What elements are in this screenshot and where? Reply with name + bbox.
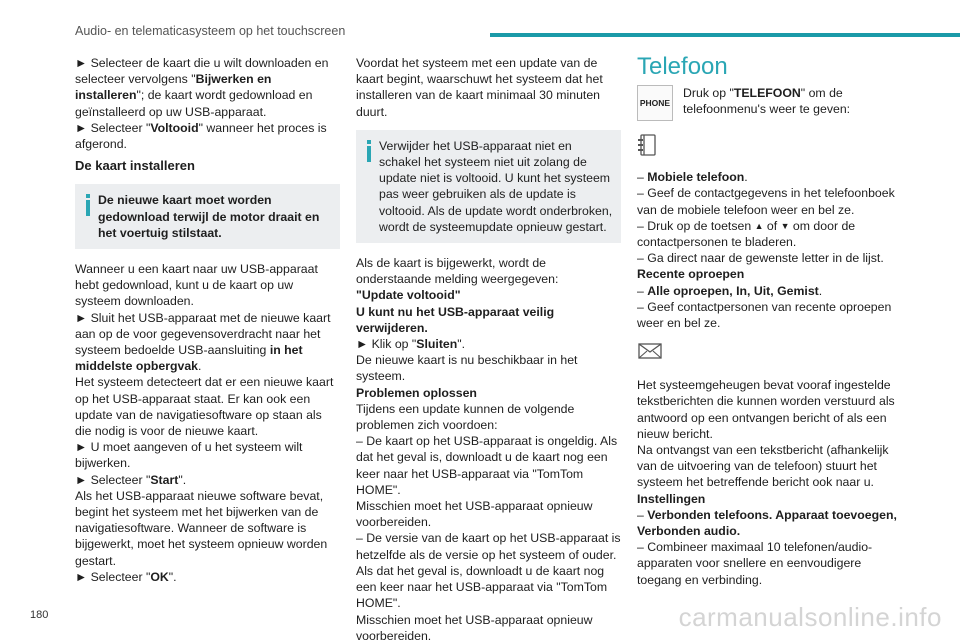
text-jump-letter: – Ga direct naar de gewenste letter in de lijst. [637, 251, 884, 266]
paragraph-map-updated: Als de kaart is bijgewerkt, wordt de onderstaande melding weergegeven: [356, 256, 559, 287]
text-pair-devices: – Combineer maximaal 10 telefonen/audio-apparaten voor snellere en eenvoudigere toegang en verbinding. [637, 540, 873, 587]
step-click-close: ► Klik op "Sluiten". [356, 337, 466, 352]
page-number: 180 [30, 609, 49, 621]
text-show-contacts: – Geef de contactgegevens in het telefoonboek van de mobiele telefoon weer en bel ze. [637, 186, 895, 217]
paragraph-received-message: Na ontvangst van een tekstbericht (afhankelijk van de uitvoering van de telefoon) stuurt het systeem het betreffende bericht ook naar u. [637, 443, 889, 490]
step-connect-usb: ► Sluit het USB-apparaat met de nieuwe kaart aan op de voor gegevensoverdracht naar het systeem bedoelde USB-aansluiting in het middelste opbergvak. [75, 310, 331, 374]
header-accent-bar [490, 33, 960, 37]
paragraph-update-warning: Voordat het systeem met een update van de kaart begint, waarschuwt het systeem dat het installeren van de kaart minimaal 30 minuten duurt. [356, 56, 603, 119]
paragraph-system-detects: Het systeem detecteert dat er een nieuwe kaart op het USB-apparaat staat. Er kan ook een update van de navigatiesoftware op staan als die nodig is voor de nieuwe kaart. [75, 375, 334, 439]
text-scroll-keys: – Druk op de toetsen ▲ of ▼ om door de contactpersonen te bladeren. [637, 218, 856, 250]
text-recent-contacts: – Geef contactpersonen van recente oproepen weer en bel ze. [637, 299, 892, 331]
paragraph-prepare-usb: Misschien moet het USB-apparaat opnieuw voorbereiden. [356, 499, 593, 530]
step-select-map: ► Selecteer de kaart die u wilt downloaden en selecteer vervolgens "Bijwerken en installeren"; de kaart wordt gedownload en geïnstalleerd op uw USB-apparaat. [75, 56, 329, 119]
column-right [637, 55, 905, 588]
contacts-book-icon [637, 133, 905, 163]
heading-recent-calls: Recente oproepen [637, 267, 745, 282]
message-remove-usb: U kunt nu het USB-apparaat veilig verwijderen. [356, 304, 555, 335]
info-note-text: De nieuwe kaart moet worden gedownload terwijl de motor draait en het voertuig stilstaat. [98, 193, 320, 240]
menu-call-filters: – Alle oproepen, In, Uit, Gemist. [637, 283, 823, 298]
problem-invalid-map: – De kaart op het USB-apparaat is ongeldig. Als dat het geval is, downloadt u de kaart nog een keer naar het USB-apparaat via "TomTom HOME". [356, 434, 618, 497]
arrow-up-icon: ▲ [754, 220, 764, 231]
section-heading-install-map: De kaart installeren [75, 158, 195, 174]
heading-settings: Instellingen [637, 491, 706, 506]
phone-intro-row [637, 85, 905, 121]
column-middle [356, 55, 621, 644]
paragraph-map-available: De nieuwe kaart is nu beschikbaar in het systeem. [356, 353, 578, 384]
info-icon [83, 194, 93, 216]
section-title-phone: Telefoon [637, 53, 728, 80]
arrow-down-icon: ▼ [780, 220, 790, 231]
step-select-ok: ► Selecteer "OK". [75, 569, 177, 584]
paragraph-preset-messages: Het systeemgeheugen bevat vooraf ingestelde tekstberichten die kunnen worden verstuurd als antwoord op een ontvangen bericht of als een nieuw bericht. [637, 378, 895, 441]
watermark: carmanualsonline.info [678, 602, 942, 632]
step-select-start: ► Selecteer "Start". [75, 472, 187, 487]
info-note-text: Verwijder het USB-apparaat niet en schakel het systeem niet uit zolang de update niet is voltooid. U kunt het systeem pas weer gebruiken als de update is voltooid. Als de update wordt onderbroken, wordt de systeemupdate opnieuw gestart. [379, 138, 613, 234]
phone-button-icon: PHONE [637, 85, 673, 121]
problem-same-version: – De versie van de kaart op het USB-apparaat is hetzelfde als de versie op het systeem of ouder. Als dat het geval is, downloadt u de kaart nog een keer naar het USB-apparaat via "TomTom HOME". [356, 531, 621, 611]
envelope-icon [637, 341, 905, 371]
page-header-title: Audio- en telematicasysteem op het touchscreen [75, 24, 346, 38]
paragraph-download-map: Wanneer u een kaart naar uw USB-apparaat hebt gedownload, kunt u de kaart op uw systeem downloaden. [75, 262, 318, 309]
info-note-box [75, 184, 340, 249]
menu-mobile-phone: – Mobiele telefoon. [637, 170, 748, 185]
paragraph-press-phone: Druk op "TELEFOON" om de telefoonmenu's weer te geven: [683, 86, 851, 117]
paragraph-problems-intro: Tijdens een update kunnen de volgende problemen zich voordoen: [356, 401, 575, 433]
step-indicate-update: ► U moet aangeven of u het systeem wilt bijwerken. [75, 440, 303, 471]
paragraph-software-update: Als het USB-apparaat nieuwe software bevat, begint het systeem met het bijwerken van de navigatiesoftware. Wanneer de software is bijgewerkt, moet het systeem opnieuw worden gestart. [75, 488, 328, 568]
menu-connected-phones: – Verbonden telefoons. Apparaat toevoegen, Verbonden audio. [637, 507, 897, 539]
column-left [75, 55, 340, 585]
section-heading-troubleshooting: Problemen oplossen [356, 385, 477, 400]
step-select-done: ► Selecteer "Voltooid" wanneer het proces is afgerond. [75, 120, 327, 152]
info-note-box [356, 130, 621, 243]
paragraph-prepare-usb-2: Misschien moet het USB-apparaat opnieuw voorbereiden. [356, 612, 593, 643]
info-icon [364, 140, 374, 162]
message-update-done: "Update voltooid" [356, 288, 461, 303]
